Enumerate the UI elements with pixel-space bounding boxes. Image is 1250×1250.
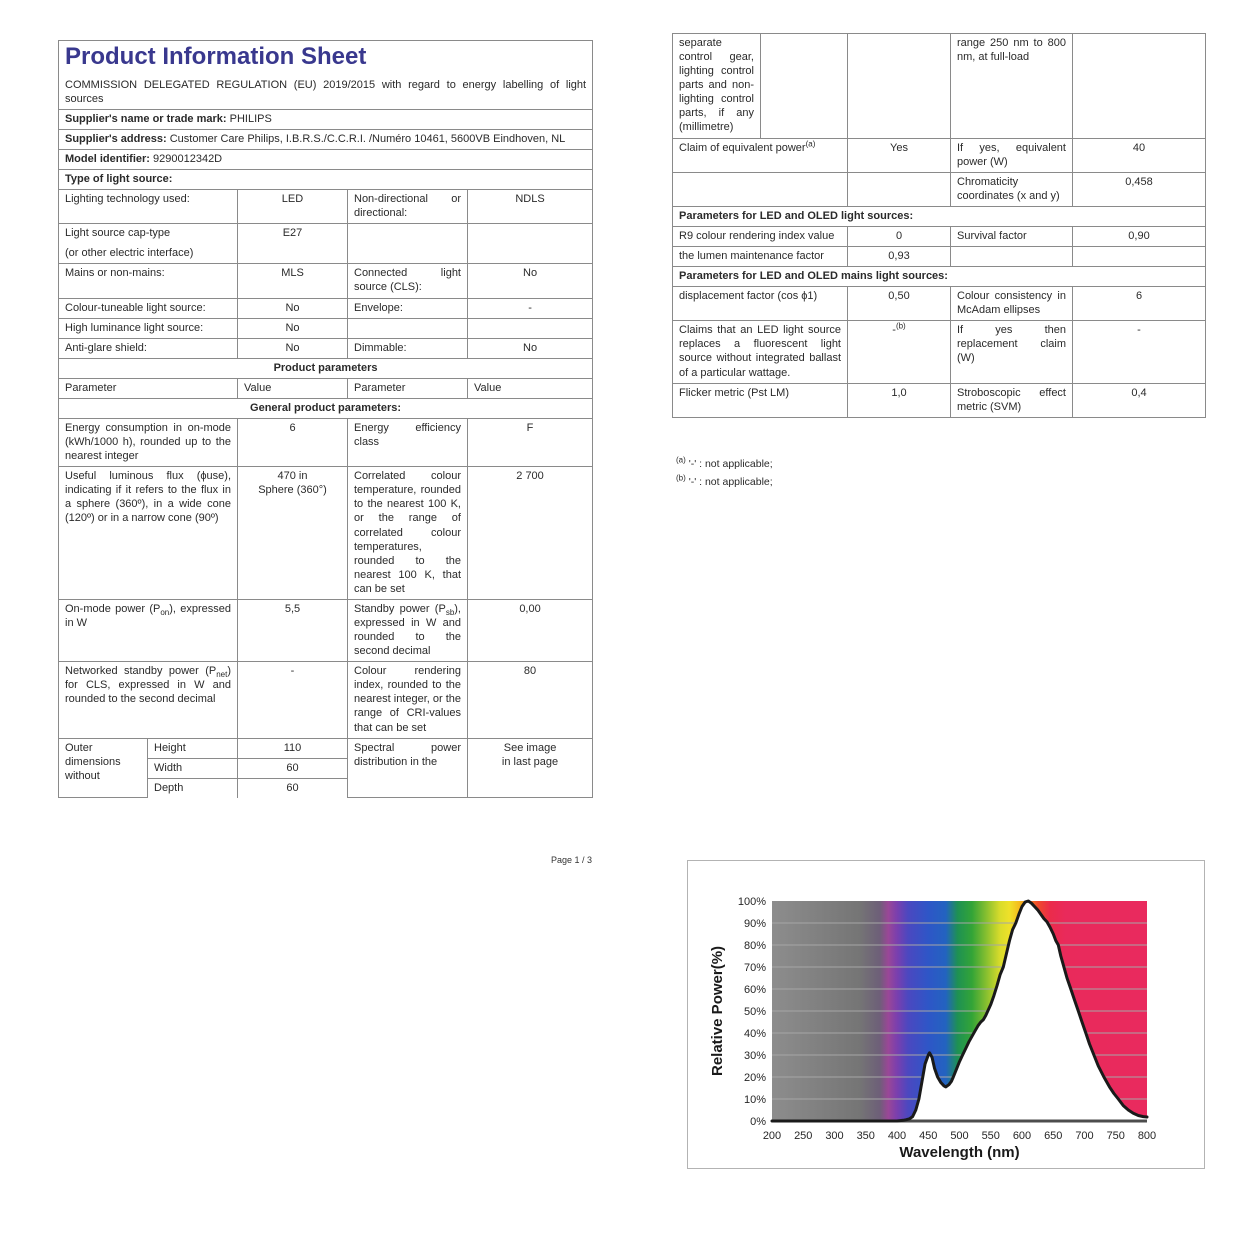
param-label-cell: Dimmable:	[348, 338, 468, 358]
param-label-cell: Energy consumption in on-mode (kWh/1000 h), rounded up to the nearest integer	[59, 419, 238, 467]
param-label-cell	[761, 34, 848, 139]
table-row	[59, 467, 593, 600]
field-label: Supplier's name or trade mark:	[65, 112, 227, 125]
param-label-cell: Chromaticity coordinates (x and y)	[951, 172, 1073, 206]
x-tick-label: 200	[762, 1130, 782, 1142]
cell-line: 470 in	[277, 470, 308, 483]
x-tick-label: 600	[1012, 1130, 1032, 1142]
dimension-value-cell: 60	[238, 778, 348, 798]
param-value-cell	[468, 318, 593, 338]
param-value-cell: No	[468, 264, 593, 298]
table-row	[673, 287, 1206, 321]
field-label: Model identifier:	[65, 152, 150, 165]
param-value-cell: 0,50	[848, 287, 951, 321]
dimension-name-cell: Height	[148, 738, 238, 758]
section-header-cell: Product parameters	[59, 358, 593, 378]
table-row	[59, 41, 593, 110]
y-tick-label: 100%	[737, 896, 766, 908]
param-value-cell: No	[238, 298, 348, 318]
param-label-cell: Stroboscopic effect metric (SVM)	[951, 383, 1073, 417]
x-tick-label: 550	[981, 1130, 1000, 1142]
table-row	[59, 190, 593, 224]
param-value-cell: 2 700	[468, 467, 593, 600]
dimension-name-cell: Depth	[148, 778, 238, 798]
param-label-cell: Anti-glare shield:	[59, 338, 238, 358]
doc-subtitle: COMMISSION DELEGATED REGULATION (EU) 2019/2015 with regard to energy labelling of light sources	[65, 78, 587, 105]
dimension-name-cell: Width	[148, 758, 238, 778]
param-value-cell: NDLS	[468, 190, 593, 224]
param-label-cell: Non-directional or directional:	[348, 190, 468, 224]
x-tick-label: 250	[794, 1130, 813, 1142]
field-label: Type of light source:	[65, 172, 173, 185]
y-tick-label: 60%	[743, 984, 766, 996]
table-row	[673, 138, 1206, 172]
param-value-cell: 0,00	[468, 599, 593, 661]
param-value-cell: E27	[238, 224, 348, 264]
table-row	[59, 318, 593, 338]
y-tick-label: 20%	[743, 1072, 766, 1084]
cell-line: See image	[503, 741, 557, 754]
param-value-cell: No	[468, 338, 593, 358]
param-value-cell: 0,4	[1073, 383, 1206, 417]
y-tick-label: 30%	[743, 1050, 766, 1062]
table-row	[59, 738, 593, 758]
table-row	[673, 383, 1206, 417]
param-label-cell: If yes then replacement claim (W)	[951, 321, 1073, 383]
title-cell	[59, 41, 593, 110]
param-label-cell: Colour rendering index, rounded to the nearest integer, or the range of CRI-values that can be set	[348, 662, 468, 738]
x-tick-label: 700	[1075, 1130, 1094, 1142]
table-row	[673, 172, 1206, 206]
section-header-cell: Parameters for LED and OLED mains light sources:	[673, 267, 1206, 287]
param-value-cell: 80	[468, 662, 593, 738]
param-label-cell: Mains or non-mains:	[59, 264, 238, 298]
param-value-cell: F	[468, 419, 593, 467]
chart-svg	[688, 861, 1204, 1168]
param-value-cell	[238, 467, 348, 600]
cell-line: in last page	[501, 755, 559, 768]
y-tick-label: 90%	[743, 918, 766, 930]
spectral-power-distribution-chart	[687, 860, 1205, 1169]
param-label-cell: Connected light source (CLS):	[348, 264, 468, 298]
param-value-cell: 0,90	[1073, 226, 1206, 246]
key-value-cell: Supplier's name or trade mark: PHILIPS	[59, 109, 593, 129]
table-row	[59, 224, 593, 264]
table-row	[59, 398, 593, 418]
param-value-cell: -	[1073, 321, 1206, 383]
field-label: Supplier's address:	[65, 132, 167, 145]
param-label-cell: Spectral power distribution in the	[348, 738, 468, 798]
param-value-cell	[1073, 247, 1206, 267]
y-tick-label: 10%	[743, 1094, 766, 1106]
x-tick-label: 350	[856, 1130, 875, 1142]
param-label-cell: separate control gear, lighting control parts and non-lighting control parts, if any (millimetre)	[673, 34, 761, 139]
y-axis-title: Relative Power(%)	[709, 945, 726, 1077]
table-row	[59, 149, 593, 169]
footnotes	[676, 455, 773, 494]
section-header-cell: Parameters for LED and OLED light sources:	[673, 206, 1206, 226]
x-tick-label: 400	[887, 1130, 907, 1142]
table-row	[673, 321, 1206, 383]
param-label-cell	[59, 224, 238, 264]
param-label-cell: On-mode power $(P_{on})$, expressed in W	[59, 599, 238, 661]
superscript: (b)	[895, 321, 906, 331]
param-label-cell: Survival factor	[951, 226, 1073, 246]
param-value-cell: Yes	[848, 138, 951, 172]
param-label-cell: Flicker metric (Pst LM)	[673, 383, 848, 417]
param-label-cell	[348, 224, 468, 264]
dimension-value-cell: 60	[238, 758, 348, 778]
table-row	[673, 267, 1206, 287]
subscript: net	[216, 670, 228, 680]
table-row	[59, 109, 593, 129]
cell-line: (or other electric interface)	[65, 247, 194, 260]
param-value-cell: 6	[1073, 287, 1206, 321]
y-tick-label: 40%	[743, 1028, 766, 1040]
table-row	[59, 298, 593, 318]
param-label-cell	[348, 318, 468, 338]
param-value-cell: LED	[238, 190, 348, 224]
footnote-b-text: '-' : not applicable;	[688, 476, 773, 488]
footnote-a-text: '-' : not applicable;	[688, 458, 773, 470]
subscript: sb	[445, 608, 455, 618]
x-tick-label: 300	[825, 1130, 844, 1142]
x-tick-label: 650	[1044, 1130, 1063, 1142]
param-value-cell: 40	[1073, 138, 1206, 172]
column-header-cell: Parameter	[59, 378, 238, 398]
y-tick-label: 80%	[743, 940, 766, 952]
subscript: on	[160, 608, 170, 618]
param-label-cell: range 250 nm to 800 nm, at full-load	[951, 34, 1073, 139]
y-tick-label: 70%	[743, 962, 766, 974]
param-label-cell: Claims that an LED light source replaces a fluorescent light source without integrated ballast of a particular wattage.	[673, 321, 848, 383]
param-value-cell	[468, 738, 593, 798]
key-value-cell: Supplier's address: Customer Care Philips, I.B.R.S./C.C.R.I. /Numéro 10461, 5600VB Eindhoven, NL	[59, 129, 593, 149]
table-row	[59, 169, 593, 189]
superscript: (a)	[805, 138, 816, 148]
param-label-cell: Claim of equivalent power$^{(a)}$	[673, 138, 848, 172]
footnote-b-marker: (b)	[676, 473, 686, 483]
cell-line: Light source cap-type	[65, 227, 171, 240]
column-header-cell: Value	[238, 378, 348, 398]
param-label-cell: Correlated colour temperature, rounded to the nearest 100 K, or the range of correlated colour temperatures, rounded to the nearest 100 K, that can be set	[348, 467, 468, 600]
param-value-cell	[468, 224, 593, 264]
column-header-cell: Parameter	[348, 378, 468, 398]
product-info-table-page1	[58, 40, 593, 798]
param-value-cell: -	[238, 662, 348, 738]
param-label-cell: Networked standby power $(P_{net})$ for CLS, expressed in W and rounded to the second decimal	[59, 662, 238, 738]
param-value-cell: MLS	[238, 264, 348, 298]
footnote-b	[676, 473, 773, 488]
param-label-cell: Envelope:	[348, 298, 468, 318]
footnote-a	[676, 455, 773, 470]
param-value-cell	[848, 172, 951, 206]
param-value-cell: 5,5	[238, 599, 348, 661]
cell-line: Sphere (360°)	[258, 484, 327, 497]
param-label-cell: Energy efficiency class	[348, 419, 468, 467]
param-value-cell: 0,93	[848, 247, 951, 267]
param-label-cell: Colour-tuneable light source:	[59, 298, 238, 318]
page-number-label: Page 1 / 3	[550, 855, 592, 865]
column-header-cell: Value	[468, 378, 593, 398]
table-row	[59, 662, 593, 738]
table-row	[59, 419, 593, 467]
table-row	[673, 226, 1206, 246]
x-axis-title: Wavelength (nm)	[899, 1144, 1020, 1161]
param-value-cell: -	[468, 298, 593, 318]
footnote-a-marker: (a)	[676, 455, 686, 465]
param-value-cell: 6	[238, 419, 348, 467]
param-label-cell: Useful luminous flux (ϕuse), indicating if it refers to the flux in a sphere (360º), in a wide cone (120º) or in a narrow cone (90º)	[59, 467, 238, 600]
param-label-cell: High luminance light source:	[59, 318, 238, 338]
doc-title: Product Information Sheet	[65, 43, 367, 70]
x-tick-label: 800	[1137, 1130, 1157, 1142]
table-row	[59, 264, 593, 298]
param-label-cell	[951, 247, 1073, 267]
param-value-cell: 1,0	[848, 383, 951, 417]
section-header-cell: General product parameters:	[59, 398, 593, 418]
key-value-cell: Model identifier: 9290012342D	[59, 149, 593, 169]
param-label-cell: Standby power $(P_{sb})$, expressed in W and rounded to the second decimal	[348, 599, 468, 661]
table-row	[59, 129, 593, 149]
y-tick-label: 0%	[750, 1116, 766, 1128]
dimensions-label-cell: Outer dimensions without	[59, 738, 148, 798]
product-info-table-continuation	[672, 33, 1206, 418]
param-value-cell	[1073, 34, 1206, 139]
param-label-cell: If yes, equivalent power (W)	[951, 138, 1073, 172]
table-row	[673, 247, 1206, 267]
param-value-cell: 0	[848, 226, 951, 246]
param-label-cell: R9 colour rendering index value	[673, 226, 848, 246]
table-row	[673, 206, 1206, 226]
param-label-cell: Lighting technology used:	[59, 190, 238, 224]
param-label-cell: Colour consistency in McAdam ellipses	[951, 287, 1073, 321]
param-value-cell: -$^{(b)}$	[848, 321, 951, 383]
param-value-cell: 0,458	[1073, 172, 1206, 206]
table-row	[59, 599, 593, 661]
table-row	[59, 358, 593, 378]
table-row	[59, 338, 593, 358]
param-label-cell: displacement factor (cos ϕ1)	[673, 287, 848, 321]
param-value-cell: No	[238, 338, 348, 358]
table-row	[59, 378, 593, 398]
x-tick-label: 750	[1106, 1130, 1125, 1142]
key-value-cell	[59, 169, 593, 189]
param-value-cell: No	[238, 318, 348, 338]
param-label-cell	[673, 172, 848, 206]
param-value-cell	[848, 34, 951, 139]
y-tick-label: 50%	[743, 1006, 766, 1018]
dimension-value-cell: 110	[238, 738, 348, 758]
x-tick-label: 500	[950, 1130, 969, 1142]
table-row	[673, 34, 1206, 139]
x-tick-label: 450	[919, 1130, 938, 1142]
param-label-cell: the lumen maintenance factor	[673, 247, 848, 267]
